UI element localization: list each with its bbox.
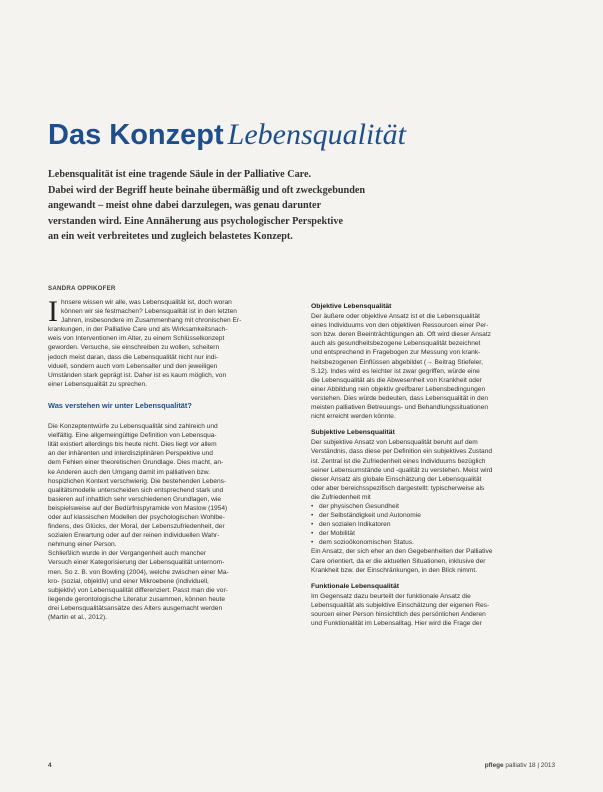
text-line: hnsere wissen wir alle, was Lebensqualität ist, doch woran	[61, 299, 232, 306]
body-paragraph-2	[48, 549, 300, 622]
text-line: seiner Lebensumstände und -qualität zu verstehen. Meist wird	[311, 466, 493, 474]
text-line: einer Abbildung rein objektiv greifbarer Lebensbedingungen	[311, 385, 486, 393]
text-line: son bzw. deren Beeinträchtigungen ab. Oft wird dieser Ansatz	[311, 331, 491, 339]
text-line: Krankheit bzw. der Einschränkungen, in den Blick nimmt.	[311, 566, 478, 574]
text-line: lität existiert allerdings bis heute nicht. Dies liegt vor allem	[48, 441, 217, 449]
body-paragraph-1	[48, 422, 300, 549]
text-line: sozialen Erwartung oder auf der reinen individuellen Wahr-	[48, 532, 220, 540]
text-line: an der inhärenten und interdisziplinären Perspektive und	[48, 450, 213, 458]
text-line: (Martin et al., 2012).	[48, 614, 108, 621]
text-line: geworden. Versuche, sie einschreiben zu wollen, scheitern	[48, 344, 220, 352]
text-line: krankungen, in der Palliative Care und als Wirksamkeitsnach-	[48, 326, 228, 334]
text-line: oder auf klassischen Modellen der psychologischen Wohlbe-	[48, 513, 225, 521]
text-line: viduell, sondern auch vom Lebensalter und den jeweiligen	[48, 362, 218, 370]
text-line: S.12). Indes wird es leichter ist zwar gegriffen, würde eine	[311, 367, 480, 375]
text-line: die Lebensqualität als die Abwesenheit von Krankheit oder	[311, 376, 482, 384]
text-line: findens, des Glücks, der Moral, der Lebenszufriedenheit, der	[48, 523, 225, 531]
text-line: Care orientiert, da er die aktuellen Situationen, inklusive der	[311, 557, 486, 565]
text-line: dieser Ansatz als globale Einschätzung der Lebensqualität	[311, 475, 482, 483]
text-line: und entsprechend in Fragebogen zur Messung von krank-	[311, 349, 481, 357]
text-line: Versuch einer Kategorisierung der Lebensqualität unternom-	[48, 559, 225, 567]
text-line: meisten palliativen Betreuungs- und Behandlungssituationen	[311, 404, 489, 412]
subheading-functional: Funktionale Lebensqualität	[311, 582, 399, 590]
bullet-item: • der Mobilität	[311, 529, 563, 538]
subheading-objective: Objektive Lebensqualität	[311, 303, 392, 310]
lead-line: angewandt – meist ohne dabei darzulegen, was genau darunter	[48, 200, 322, 212]
paragraph-subjective	[311, 438, 563, 502]
article-title	[48, 118, 406, 152]
journal-issue: palliativ 18 | 2013	[503, 762, 555, 769]
lead-paragraph	[48, 167, 378, 245]
page-number: 4	[48, 762, 52, 769]
lead-line: an ein weit verbreitetes und zugleich belastetes Konzept.	[48, 231, 293, 243]
text-line: hospizlichen Kontext verschwierig. Die bestehenden Lebens-	[48, 477, 227, 485]
right-column	[311, 302, 563, 628]
text-line: basieren auf inhaltlich sehr verschiedenen Grundlagen, wie	[48, 495, 222, 503]
title-part-2: Lebensqualität	[227, 118, 406, 151]
text-line: Ein Ansatz, der sich eher an den Gegebenheiten der Palliative	[311, 548, 493, 556]
subheading-subjective: Subjektive Lebensqualität	[311, 429, 395, 437]
author-name: SANDRA OPPIKOFER	[48, 285, 116, 292]
text-line: liegende gerontologische Literatur zusammen, können heute	[48, 595, 226, 603]
text-line: heitsbezogenen Einflüssen abgebildet (→ Beitrag Stiefeler,	[311, 358, 483, 366]
section-heading: Was verstehen wir unter Lebensqualität?	[48, 400, 192, 410]
text-line: weis von Interventionen im Alter, zu einem Schlüsselkonzept	[48, 335, 225, 343]
text-line: Jahren, insbesondere im Zusammenhang mit chronischen Er-	[61, 317, 242, 325]
paragraph-functional	[311, 592, 563, 628]
paragraph-objective	[311, 312, 563, 421]
intro-paragraph	[48, 295, 300, 389]
text-line: men. So z. B. von Bowling (2004), welche zwischen einer Ma-	[48, 568, 229, 576]
bullet-item: • der Selbständigkeit und Autonomie	[311, 511, 563, 520]
text-line: subjektiv) von Lebensqualität differenziert. Passt man die vor-	[48, 586, 228, 594]
bullet-item: • dem sozioökonomischen Status.	[311, 538, 563, 547]
text-line: auch als gesundheitsbezogene Lebensqualität bezeichnet	[311, 340, 481, 348]
text-line: einer Lebensqualität zu sprechen.	[48, 380, 147, 388]
text-line: eines Individuums von den objektiven Ressourcen einer Per-	[311, 322, 489, 330]
drop-cap: I	[48, 295, 58, 328]
text-line: jedoch meist daran, dass die Lebensqualität nicht nur indi-	[48, 353, 219, 361]
bullet-item: • der physischen Gesundheit	[311, 502, 563, 511]
text-line: verstehen. Dies würde bedeuten, dass Lebensqualität in den	[311, 394, 489, 402]
text-line: nicht erreicht werden könnte.	[311, 413, 396, 421]
journal-bold: pflege	[484, 762, 504, 769]
text-line: Umständen stark geprägt ist. Daher ist es kaum möglich, von	[48, 371, 227, 379]
text-line: Der subjektive Ansatz von Lebensqualität beruht auf dem	[311, 439, 478, 447]
text-line: die Zufriedenheit mit	[311, 493, 371, 501]
text-line: oder aber bereichsspezifisch dargestellt: typischerweise als	[311, 484, 485, 492]
text-line: beispielsweise auf der Bedürfnispyramide von Maslow (1954)	[48, 504, 228, 512]
text-line: vielfältig. Eine allgemeingültige Definition von Lebensqua-	[48, 432, 217, 440]
text-line: Verständnis, dass diese per Definition ein subjektives Zustand	[311, 448, 493, 456]
bullet-item: • den sozialen Indikatoren	[311, 520, 563, 529]
text-line: ist. Zentral ist die Zufriedenheit eines Individuums bezüglich	[311, 457, 486, 465]
text-line: Die Konzeptentwürfe zu Lebensqualität sind zahlreich und	[48, 423, 218, 431]
lead-line: Dabei wird der Begriff heute beinahe übermäßig und oft zweckgebunden	[48, 184, 366, 196]
text-line: und Funktionalität im Lebensalltag. Hier wird die Frage der	[311, 620, 482, 628]
text-line: sourcen einer Person hinsichtlich des persönlichen Anderen	[311, 611, 486, 618]
paragraph-subjective-end	[311, 547, 563, 574]
text-line: ke Anderen auch den Umgang damit im palliativen bzw.	[48, 468, 211, 476]
title-part-1: Das Konzept	[48, 119, 224, 151]
left-column	[48, 295, 300, 622]
text-line: Schließlich wurde in der Vergangenheit auch mancher	[48, 550, 206, 558]
lead-line: verstanden wird. Eine Annäherung aus psychologischer Perspektive	[48, 215, 343, 227]
bullet-list	[311, 502, 563, 547]
text-line: qualitätsmodelle unterscheiden sich entsprechend stark und	[48, 486, 224, 494]
text-line: kro- (sozial, objektiv) und einer Mikroebene (individuell,	[48, 577, 209, 585]
text-line: nehmung einer Person.	[48, 541, 117, 549]
text-line: dem Fehlen einer theoretischen Grundlage. Dies macht, an-	[48, 459, 224, 467]
lead-line: Lebensqualität ist eine tragende Säule in der Palliative Care.	[48, 169, 312, 180]
text-line: Lebensqualität als subjektive Einschätzung der eigenen Res-	[311, 601, 490, 609]
journal-name	[485, 762, 555, 769]
text-line: können wir sie festmachen? Lebensqualität ist in den letzten	[61, 308, 237, 316]
text-line: Der äußere oder objektive Ansatz ist et die Lebensqualität	[311, 313, 480, 321]
text-line: drei Lebensqualitätsansätze des Alters ausgemacht werden	[48, 604, 223, 612]
text-line: Im Gegensatz dazu beurteilt der funktionale Ansatz die	[311, 592, 471, 600]
